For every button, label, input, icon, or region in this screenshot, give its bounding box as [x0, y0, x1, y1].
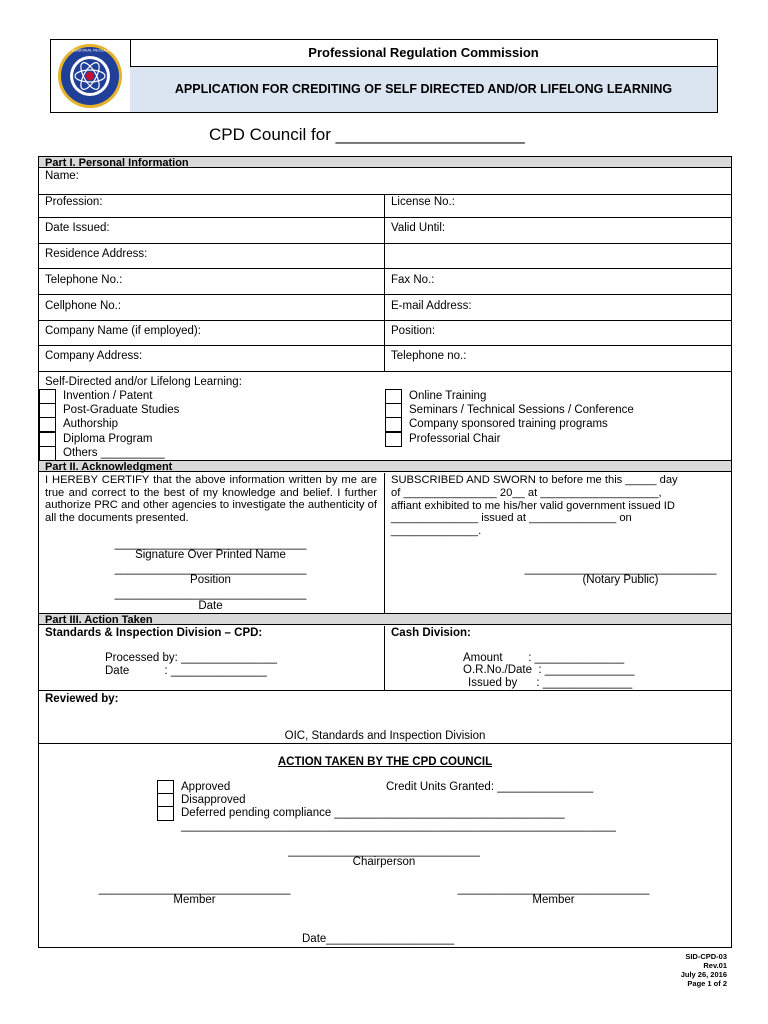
reviewed-by-label: Reviewed by:	[45, 693, 119, 705]
signature-line: ______________________________	[114, 538, 307, 550]
online-training-checkbox[interactable]	[385, 389, 402, 404]
row-divider	[38, 743, 732, 744]
row-divider	[38, 371, 732, 372]
position-label: Position:	[391, 325, 436, 337]
telephone-label: Telephone No.:	[45, 274, 123, 286]
credit-units-label: Credit Units Granted: _______________	[386, 781, 594, 793]
member-left-caption: Member	[173, 894, 216, 906]
residence-label: Residence Address:	[45, 248, 148, 260]
position-caption: Position	[190, 574, 231, 586]
revision-date: July 26, 2016	[680, 970, 727, 979]
org-cell	[130, 40, 717, 67]
part1-heading: Part I. Personal Information	[39, 156, 731, 168]
authorship-label: Authorship	[63, 418, 118, 430]
issued-by: Issued by : ______________	[468, 677, 633, 689]
oic-caption: OIC, Standards and Inspection Division	[284, 730, 486, 742]
processed-by: Processed by: _______________	[105, 652, 278, 664]
sworn-line-4: ______________ issued at ______________ on	[391, 512, 632, 524]
notary-line: ______________________________	[524, 563, 717, 575]
row-divider	[38, 294, 732, 295]
row-divider	[38, 345, 732, 346]
part3-heading: Part III. Action Taken	[39, 613, 731, 625]
certify-text: I HEREBY CERTIFY that the above information written by me are true and correct to the best of my knowledge and belief. I further authorize PRC and other agencies to investigate the authenticity of all the documents presented.	[45, 474, 377, 524]
sworn-line-5: ______________.	[391, 525, 482, 537]
diploma-label: Diploma Program	[63, 433, 153, 445]
column-divider	[384, 194, 385, 371]
member-right-caption: Member	[532, 894, 575, 906]
row-divider	[38, 268, 732, 269]
column-divider	[384, 473, 385, 613]
fax-label: Fax No.:	[391, 274, 435, 286]
footer-block	[681, 952, 727, 988]
date-line: ______________________________	[114, 588, 307, 600]
company-name-label: Company Name (if employed):	[45, 325, 201, 337]
or-number-date: O.R.No./Date : ______________	[463, 664, 635, 676]
name-label: Name:	[45, 170, 79, 182]
position-line: ______________________________	[114, 563, 307, 575]
form-title: APPLICATION FOR CREDITING OF SELF DIRECTED AND/OR LIFELONG LEARNING	[174, 82, 673, 96]
title-cell	[130, 67, 717, 112]
sworn-line-2: of _______________ 20__ at ___________________,	[391, 487, 662, 499]
page-number: Page 1 of 2	[687, 979, 727, 988]
company-training-checkbox[interactable]	[385, 417, 402, 432]
member-left-line: ______________________________	[98, 883, 291, 895]
prc-seal-logo	[56, 42, 124, 110]
row-divider	[38, 690, 732, 691]
invention-checkbox[interactable]	[39, 389, 56, 404]
professorial-chair-label: Professorial Chair	[409, 433, 501, 445]
sworn-line-3: affiant exhibited to me his/her valid government issued ID	[391, 500, 675, 512]
online-training-label: Online Training	[409, 390, 487, 402]
row-divider	[38, 194, 732, 195]
row-divider	[38, 217, 732, 218]
form-code: SID-CPD-03	[685, 952, 727, 961]
company-training-label: Company sponsored training programs	[409, 418, 608, 430]
sworn-line-1: SUBSCRIBED AND SWORN to before me this _____ day	[391, 474, 678, 486]
member-right-line: ______________________________	[457, 883, 650, 895]
council-date-line: Date____________________	[302, 933, 455, 945]
signature-caption: Signature Over Printed Name	[135, 549, 286, 561]
deferred-line-2: ____________________________________________________________________	[181, 820, 616, 832]
license-label: License No.:	[391, 196, 455, 208]
approved-label: Approved	[181, 781, 231, 793]
postgrad-label: Post-Graduate Studies	[63, 404, 180, 416]
header-box	[50, 39, 718, 113]
professorial-chair-checkbox[interactable]	[385, 432, 402, 447]
others-checkbox[interactable]	[39, 446, 56, 461]
revision: Rev.01	[703, 961, 727, 970]
email-label: E-mail Address:	[391, 300, 472, 312]
sdl-label: Self-Directed and/or Lifelong Learning:	[45, 376, 242, 388]
chairperson-line: ______________________________	[288, 845, 480, 857]
org-name: Professional Regulation Commission	[308, 45, 539, 60]
company-telephone-label: Telephone no.:	[391, 350, 467, 362]
profession-label: Profession:	[45, 196, 103, 208]
processed-date: Date : _______________	[105, 665, 267, 677]
invention-label: Invention / Patent	[63, 390, 153, 402]
postgrad-checkbox[interactable]	[39, 403, 56, 418]
council-action-heading: ACTION TAKEN BY THE CPD COUNCIL	[277, 756, 493, 768]
others-label: Others __________	[63, 447, 165, 459]
date-caption: Date	[198, 600, 223, 612]
seminars-label: Seminars / Technical Sessions / Conference	[409, 404, 634, 416]
seminars-checkbox[interactable]	[385, 403, 402, 418]
seal-lettering: PROFESSIONAL REGULATION	[61, 47, 119, 53]
seal-cell	[51, 40, 131, 112]
column-divider	[384, 626, 385, 690]
sid-label: Standards & Inspection Division – CPD:	[45, 627, 263, 639]
cellphone-label: Cellphone No.:	[45, 300, 122, 312]
notary-caption: (Notary Public)	[582, 574, 659, 586]
diploma-checkbox[interactable]	[39, 432, 56, 447]
company-address-label: Company Address:	[45, 350, 143, 362]
date-issued-label: Date Issued:	[45, 222, 110, 234]
amount: Amount : ______________	[463, 652, 625, 664]
row-divider	[38, 320, 732, 321]
part2-heading: Part II. Acknowledgment	[39, 460, 731, 472]
deferred-label: Deferred pending compliance ____________________________________	[181, 807, 565, 819]
chairperson-caption: Chairperson	[352, 856, 416, 868]
deferred-checkbox[interactable]	[157, 806, 174, 821]
cash-division-label: Cash Division:	[391, 627, 471, 639]
row-divider	[38, 243, 732, 244]
authorship-checkbox[interactable]	[39, 417, 56, 432]
disapproved-label: Disapproved	[181, 794, 246, 806]
valid-until-label: Valid Until:	[391, 222, 446, 234]
council-line: CPD Council for ____________________	[209, 125, 525, 144]
